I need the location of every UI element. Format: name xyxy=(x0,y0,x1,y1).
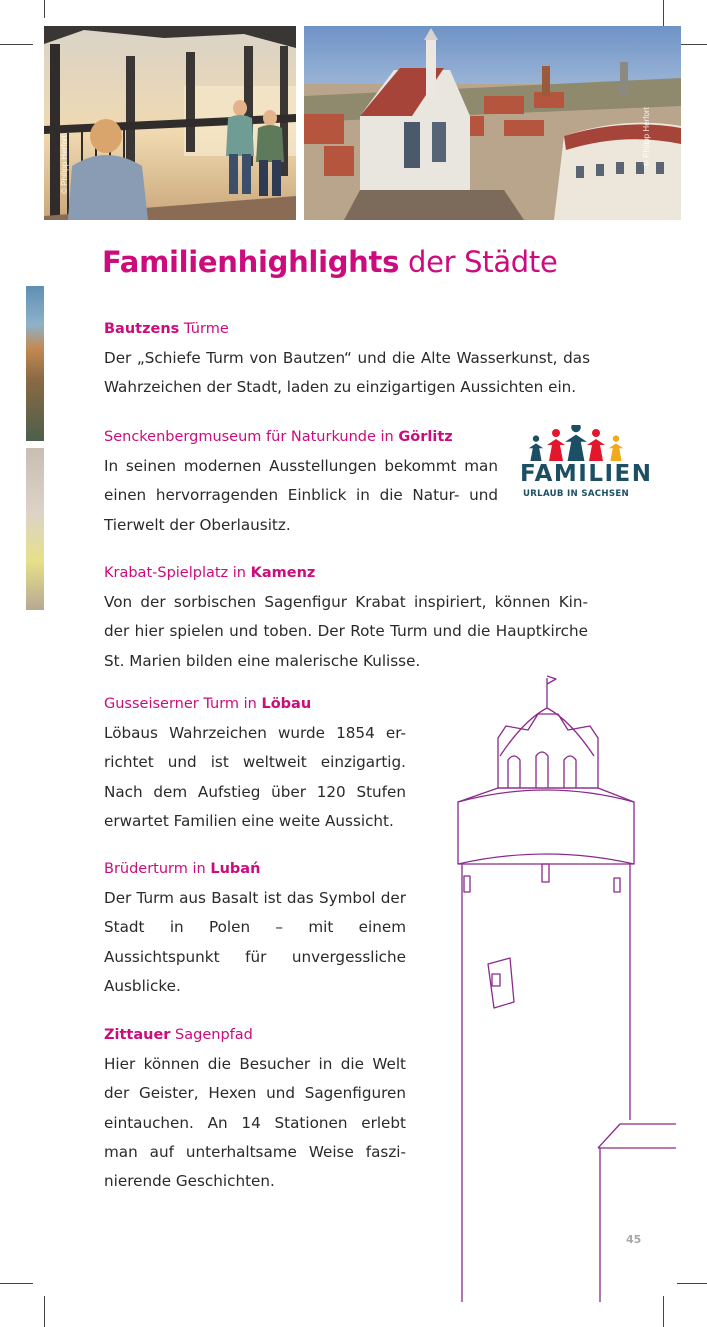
edge-photo-strip xyxy=(26,286,44,441)
section-text: Löbaus Wahrzeichen wurde 1854 er-richtet und ist weltweit einzigartig. Nach dem Aufstieg über 120 Stufen erwartet Familien eine weite Aussicht. xyxy=(104,724,406,830)
highlight-bautzen xyxy=(104,318,590,403)
crop-mark xyxy=(0,1283,33,1284)
section-text: Von der sorbischen Sagenfigur Krabat inspiriert, können Kin-der hier spielen und toben. Der Rote Turm und die Hauptkirche St. Marien bilden eine malerische Kulisse. xyxy=(104,593,588,670)
photo-tower-balcony xyxy=(44,26,296,220)
crop-mark xyxy=(44,0,45,18)
figure-head xyxy=(592,429,600,437)
logo-subtitle: URLAUB IN SACHSEN xyxy=(522,489,630,499)
photo-credit-left: © Philipp Herfort xyxy=(60,135,69,194)
section-title: Gusseiserner Turm in Löbau xyxy=(104,696,312,712)
crop-mark xyxy=(0,44,33,45)
family-figures-icon xyxy=(520,425,632,465)
page-title-bold: Familienhighlights xyxy=(102,245,400,279)
logo-title: FAMILIEN xyxy=(520,461,653,487)
section-title: Bautzens Türme xyxy=(104,321,229,337)
figure-head xyxy=(552,429,560,437)
figure-head xyxy=(571,425,581,432)
crop-mark xyxy=(677,1283,707,1284)
figure-head xyxy=(533,435,539,441)
section-text: Hier können die Besucher in die Welt der Geister, Hexen und Sagenfiguren eintauchen. An 14 Stationen erlebt man auf unterhaltsame Weise faszi-nierende Geschichten. xyxy=(104,1055,406,1191)
section-text: Der Turm aus Basalt ist das Symbol der Stadt in Polen – mit einem Aussichtspunkt für unvergessliche Ausblicke. xyxy=(104,889,406,995)
page-title-rest: der Städte xyxy=(399,245,558,279)
photo-credit-right: © Philipp Herfort xyxy=(642,107,651,166)
highlight-zittau xyxy=(104,1024,406,1196)
crop-mark xyxy=(44,1296,45,1327)
figure-body xyxy=(547,439,565,461)
tower-illustration xyxy=(440,668,680,1308)
familien-urlaub-logo xyxy=(520,425,653,507)
page-title xyxy=(102,245,558,279)
highlight-luban xyxy=(104,858,406,1001)
highlight-kamenz xyxy=(104,562,588,676)
figure-body xyxy=(529,443,543,461)
figure-body xyxy=(565,435,587,461)
figure-body xyxy=(609,443,623,461)
crop-mark xyxy=(677,44,707,45)
section-title: Zittauer Sagenpfad xyxy=(104,1027,253,1043)
figure-body xyxy=(587,439,605,461)
section-title: Brüderturm in Lubań xyxy=(104,861,261,877)
photo-city-church xyxy=(304,26,681,220)
section-title: Senckenbergmuseum für Naturkunde in Görlitz xyxy=(104,429,453,445)
section-title: Krabat-Spielplatz in Kamenz xyxy=(104,565,316,581)
section-text: In seinen modernen Ausstellungen bekommt man einen hervorragenden Einblick in die Natur- und Tierwelt der Oberlausitz. xyxy=(104,457,498,534)
edge-photo-strip xyxy=(26,448,44,610)
highlight-goerlitz xyxy=(104,426,498,540)
section-text: Der „Schiefe Turm von Bautzen“ und die Alte Wasserkunst, das Wahrzeichen der Stadt, laden zu einzigartigen Aussichten ein. xyxy=(104,349,590,397)
highlight-loebau xyxy=(104,693,406,836)
figure-head xyxy=(613,435,619,441)
page-number: 45 xyxy=(626,1233,642,1246)
